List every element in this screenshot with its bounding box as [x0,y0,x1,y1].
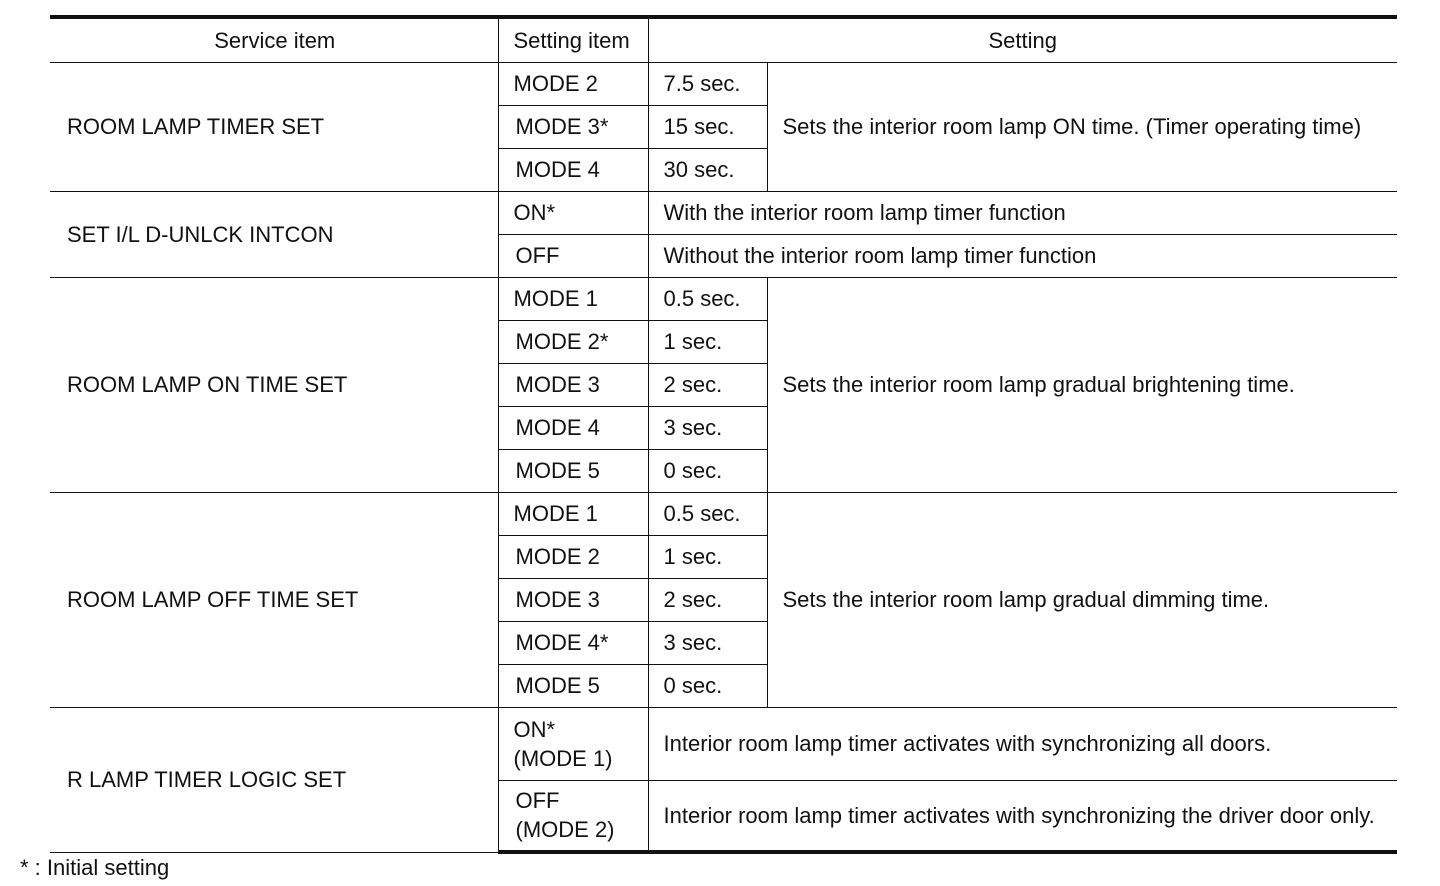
setting-description-cell: Without the interior room lamp timer function [648,234,1397,277]
setting-description-cell: Interior room lamp timer activates with synchronizing the driver door only. [648,780,1397,852]
setting-value-cell: 3 sec. [648,406,767,449]
setting-value-cell: 0 sec. [648,449,767,492]
setting-item-cell: MODE 2 [498,62,648,105]
header-setting-item: Setting item [498,17,648,62]
table-row [50,62,1397,105]
setting-value-cell: 7.5 sec. [648,62,767,105]
header-service-item: Service item [50,17,498,62]
setting-value-cell: 30 sec. [648,148,767,191]
setting-value-cell: 0.5 sec. [648,277,767,320]
setting-item-cell: MODE 3 [498,363,648,406]
setting-description-cell: Sets the interior room lamp gradual brightening time. [767,277,1397,492]
setting-item-cell [498,707,648,780]
service-item-cell: ROOM LAMP ON TIME SET [50,277,498,492]
setting-value-cell: 2 sec. [648,363,767,406]
setting-item-line: ON* [513,716,556,742]
setting-item-cell: MODE 2 [498,535,648,578]
setting-value-cell: 15 sec. [648,105,767,148]
setting-item-cell: ON* [498,191,648,234]
service-item-cell: R LAMP TIMER LOGIC SET [50,707,498,852]
setting-item-cell: MODE 3* [498,105,648,148]
setting-description-cell: With the interior room lamp timer function [648,191,1397,234]
setting-item-cell: MODE 4* [498,621,648,664]
setting-description-cell: Sets the interior room lamp gradual dimming time. [767,492,1397,707]
service-item-cell: ROOM LAMP OFF TIME SET [50,492,498,707]
setting-value-cell: 1 sec. [648,320,767,363]
setting-item-cell: MODE 1 [498,277,648,320]
setting-item-cell [498,780,648,852]
setting-value-cell: 3 sec. [648,621,767,664]
setting-item-cell: MODE 5 [498,664,648,707]
setting-description-cell: Sets the interior room lamp ON time. (Timer operating time) [767,62,1397,191]
settings-table [50,15,1397,854]
setting-item-cell: MODE 3 [498,578,648,621]
setting-item-cell: MODE 4 [498,406,648,449]
setting-value-cell: 1 sec. [648,535,767,578]
service-item-cell: ROOM LAMP TIMER SET [50,62,498,191]
table-row [50,707,1397,780]
setting-item-line: (MODE 2) [515,817,615,843]
table-row [50,277,1397,320]
setting-item-cell: MODE 2* [498,320,648,363]
setting-value-cell: 0.5 sec. [648,492,767,535]
table-row [50,492,1397,535]
footnote: * : Initial setting [20,855,170,880]
header-setting: Setting [648,17,1397,62]
service-item-cell: SET I/L D-UNLCK INTCON [50,191,498,277]
setting-item-line: (MODE 1) [513,745,613,771]
table-row [50,191,1397,234]
setting-value-cell: 0 sec. [648,664,767,707]
setting-item-cell: OFF [498,234,648,277]
setting-value-cell: 2 sec. [648,578,767,621]
setting-item-cell: MODE 1 [498,492,648,535]
setting-item-cell: MODE 5 [498,449,648,492]
setting-item-line: OFF [515,788,560,814]
setting-item-cell: MODE 4 [498,148,648,191]
header-row [50,17,1397,62]
setting-description-cell: Interior room lamp timer activates with synchronizing all doors. [648,707,1397,780]
